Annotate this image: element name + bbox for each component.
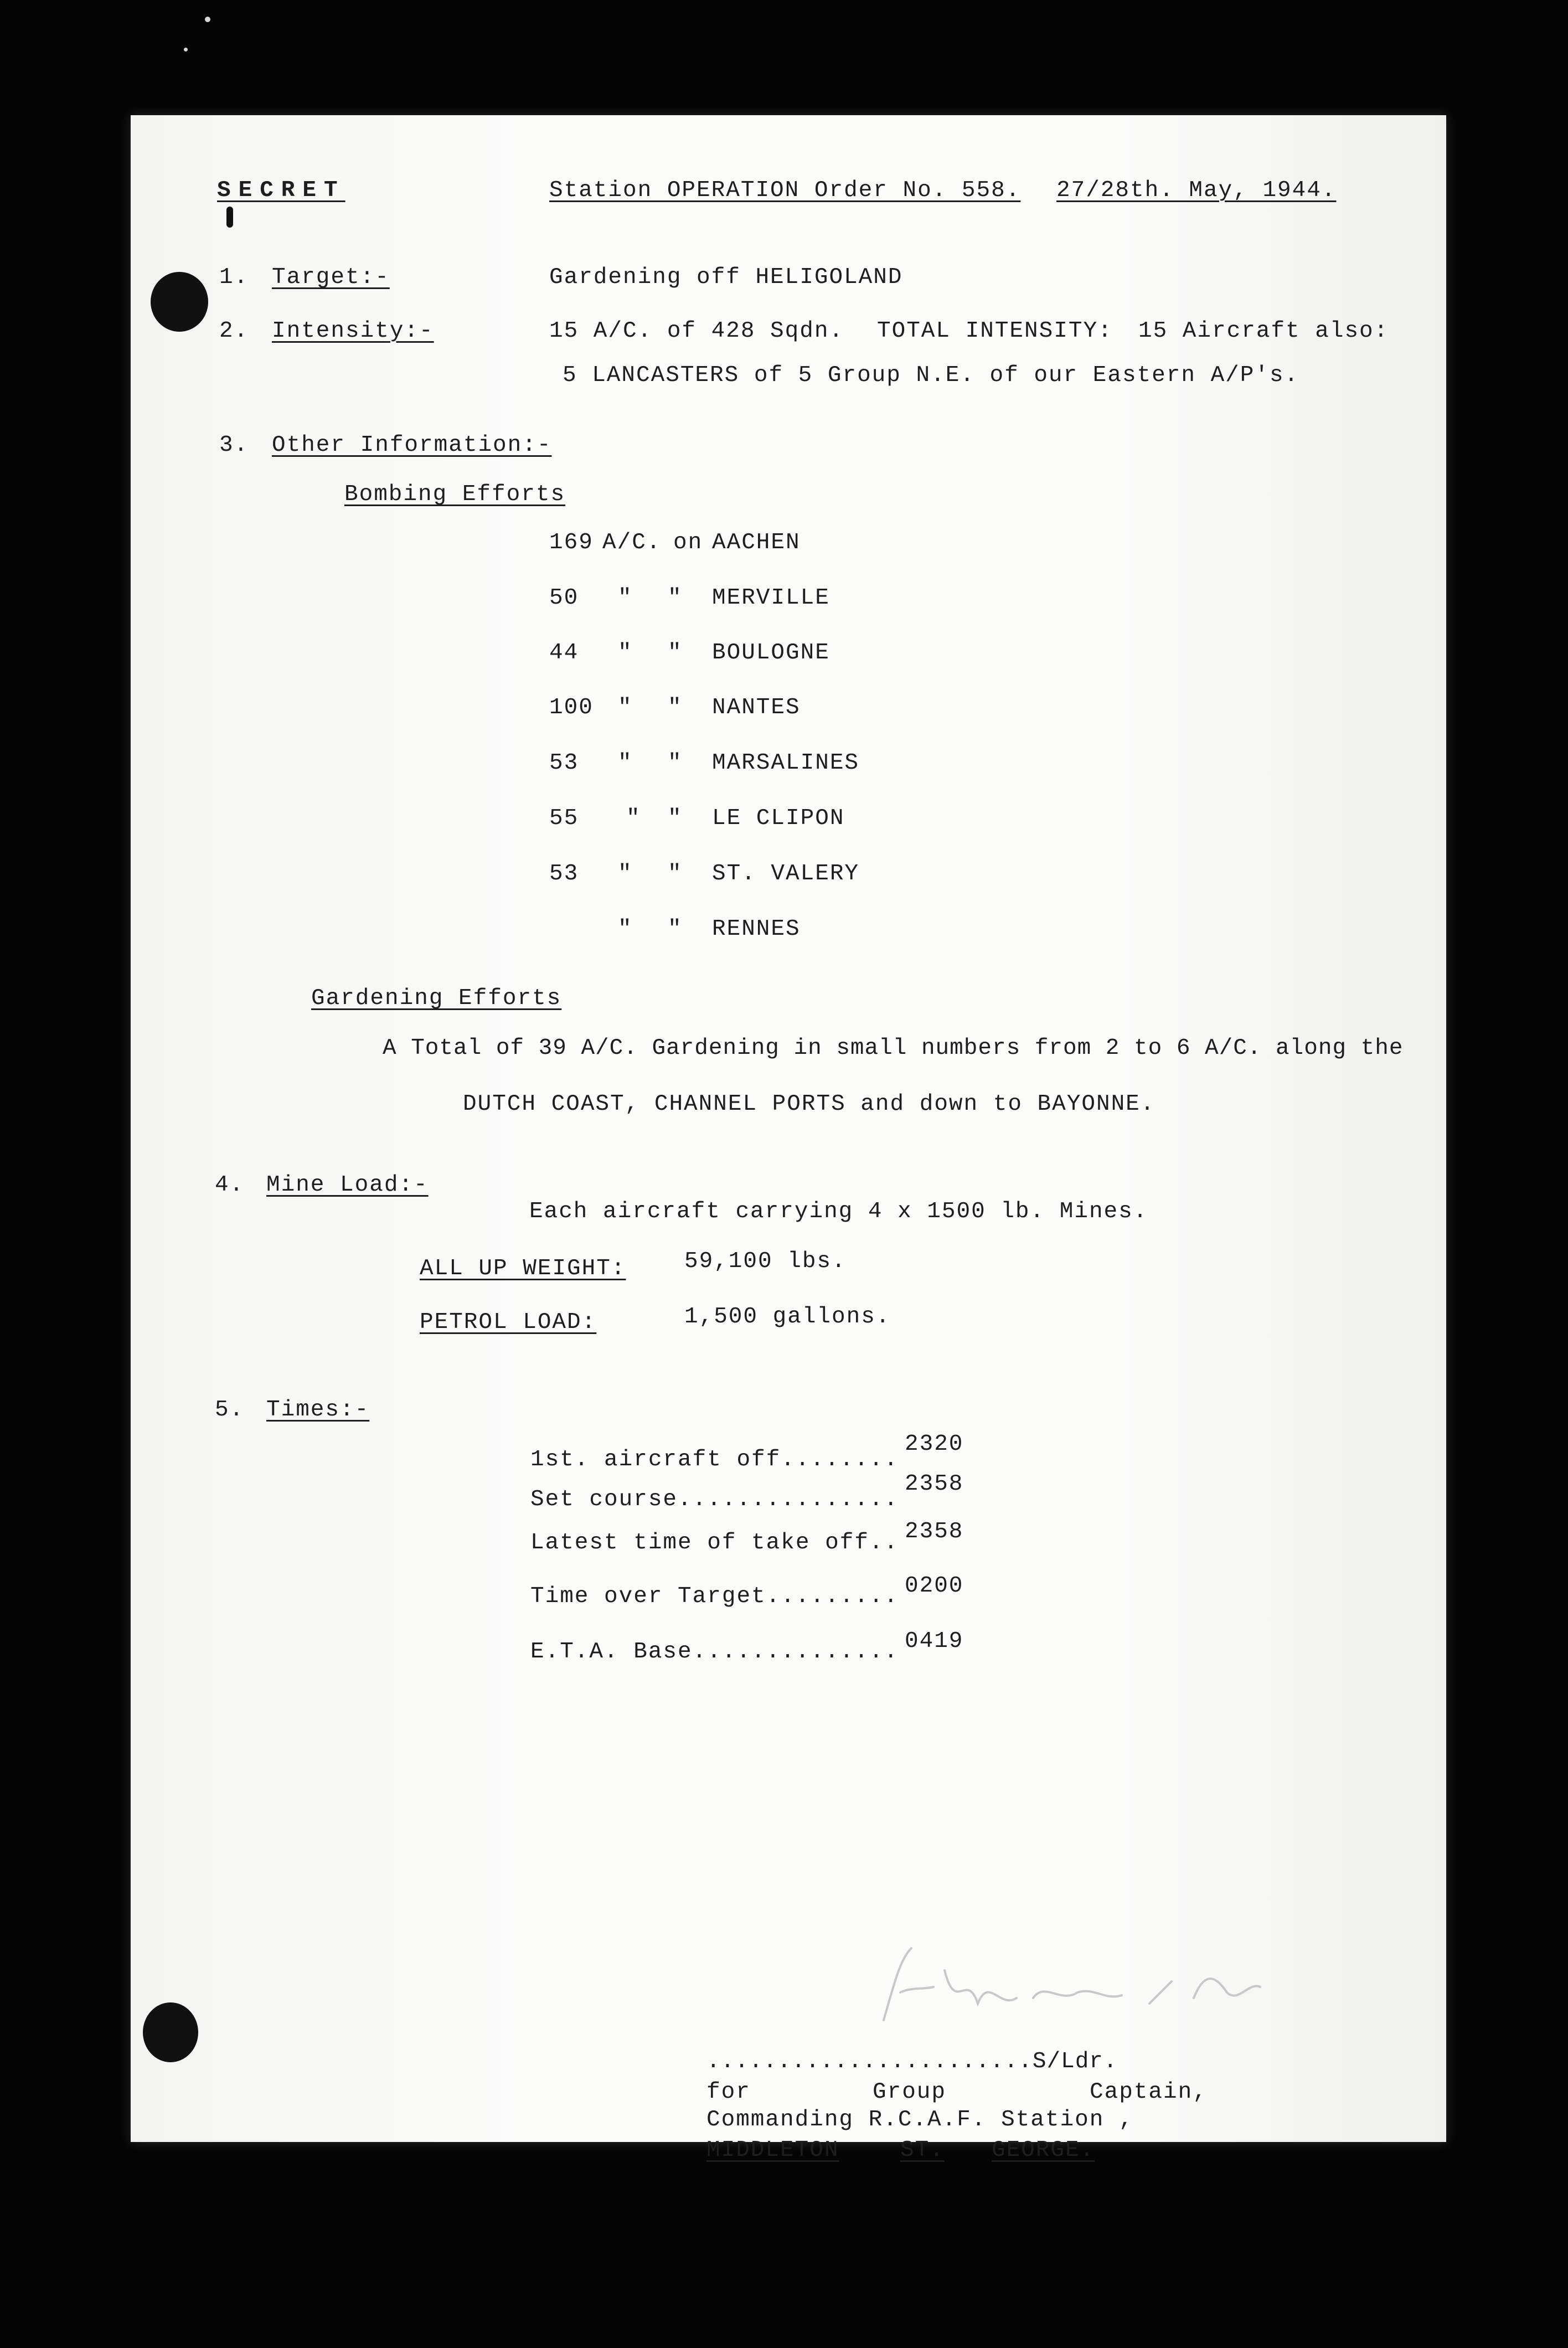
bombing-on: " bbox=[668, 916, 683, 942]
section-number: 1. bbox=[219, 265, 249, 290]
intensity-squadron: 15 A/C. of 428 Sqdn. bbox=[549, 318, 844, 344]
gardening-line-1: A Total of 39 A/C. Gardening in small numbers from 2 to 6 A/C. along the bbox=[383, 1036, 1404, 1061]
gardening-line-2: DUTCH COAST, CHANNEL PORTS and down to BAYONNE. bbox=[463, 1091, 1156, 1117]
classification-label: SECRET bbox=[217, 178, 345, 203]
bombing-unit: " bbox=[618, 861, 633, 887]
bombing-count: 53 bbox=[549, 861, 579, 887]
target-label: Target:- bbox=[272, 265, 390, 290]
bombing-unit: A/C. bbox=[602, 530, 662, 555]
bombing-on: " bbox=[668, 585, 683, 611]
intensity-lancasters: 5 LANCASTERS of 5 Group N.E. of our Eastern A/P's. bbox=[563, 363, 1299, 388]
signature-station-2: ST. bbox=[900, 2138, 945, 2163]
signature-line: .......................S/Ldr. bbox=[706, 2049, 1118, 2074]
mine-load-label: Mine Load:- bbox=[266, 1172, 429, 1198]
bombing-unit: " bbox=[626, 806, 641, 831]
signature-station-1: MIDDLETON bbox=[706, 2138, 839, 2163]
petrol-load-label: PETROL LOAD: bbox=[420, 1310, 597, 1335]
bombing-target: MERVILLE bbox=[712, 585, 830, 611]
bombing-target: BOULOGNE bbox=[712, 640, 830, 666]
bombing-count: 100 bbox=[549, 695, 594, 720]
petrol-load-value: 1,500 gallons. bbox=[684, 1304, 891, 1330]
punch-hole-mark bbox=[143, 2002, 198, 2062]
bombing-count: 50 bbox=[549, 585, 579, 611]
bombing-on: " bbox=[668, 695, 683, 720]
time-row-value: 0419 bbox=[905, 1629, 964, 1654]
film-speck bbox=[184, 48, 188, 52]
bombing-on: on bbox=[673, 530, 703, 555]
time-row-label: 1st. aircraft off........ bbox=[530, 1447, 899, 1472]
bombing-unit: " bbox=[618, 916, 633, 942]
bombing-on: " bbox=[668, 806, 683, 831]
signature-station-3: GEORGE. bbox=[992, 2138, 1095, 2163]
time-row-value: 2320 bbox=[905, 1432, 964, 1457]
section-number: 3. bbox=[219, 432, 249, 458]
bombing-efforts-heading: Bombing Efforts bbox=[344, 482, 566, 507]
times-label: Times:- bbox=[266, 1397, 370, 1423]
total-intensity-value: 15 Aircraft also: bbox=[1138, 318, 1389, 344]
signature-for: for bbox=[706, 2079, 751, 2105]
gardening-efforts-heading: Gardening Efforts bbox=[311, 986, 562, 1011]
time-row-value: 0200 bbox=[905, 1573, 964, 1599]
bombing-count: 169 bbox=[549, 530, 594, 555]
time-row-value: 2358 bbox=[905, 1519, 964, 1544]
handwritten-signature bbox=[862, 1937, 1282, 2026]
time-row-label: Latest time of take off.. bbox=[530, 1530, 899, 1556]
mine-load-description: Each aircraft carrying 4 x 1500 lb. Mines. bbox=[529, 1199, 1148, 1224]
bombing-count: 44 bbox=[549, 640, 579, 666]
punch-hole-mark bbox=[151, 272, 208, 332]
bombing-unit: " bbox=[618, 750, 633, 776]
bombing-target: AACHEN bbox=[712, 530, 801, 555]
bombing-count: 53 bbox=[549, 750, 579, 776]
bombing-unit: " bbox=[618, 695, 633, 720]
target-value: Gardening off HELIGOLAND bbox=[549, 265, 903, 290]
bombing-target: ST. VALERY bbox=[712, 861, 860, 887]
signature-captain: Captain, bbox=[1090, 2079, 1208, 2105]
intensity-label: Intensity:- bbox=[272, 318, 434, 344]
bombing-target: NANTES bbox=[712, 695, 801, 720]
bombing-unit: " bbox=[618, 585, 633, 611]
time-row-label: Set course............... bbox=[530, 1487, 899, 1512]
section-number: 4. bbox=[215, 1172, 245, 1198]
bombing-on: " bbox=[668, 640, 683, 666]
bombing-target: RENNES bbox=[712, 916, 801, 942]
total-intensity-label: TOTAL INTENSITY: bbox=[877, 318, 1113, 344]
film-speck bbox=[205, 17, 210, 22]
order-title: Station OPERATION Order No. 558. bbox=[549, 178, 1021, 203]
section-number: 5. bbox=[215, 1397, 245, 1423]
bombing-target: LE CLIPON bbox=[712, 806, 845, 831]
bombing-target: MARSALINES bbox=[712, 750, 860, 776]
other-info-label: Other Information:- bbox=[272, 432, 552, 458]
signature-group: Group bbox=[873, 2079, 947, 2105]
all-up-weight-label: ALL UP WEIGHT: bbox=[420, 1256, 626, 1281]
time-row-label: Time over Target......... bbox=[530, 1584, 899, 1609]
bombing-count: 55 bbox=[549, 806, 579, 831]
signature-commanding: Commanding R.C.A.F. Station , bbox=[706, 2107, 1134, 2133]
bombing-on: " bbox=[668, 861, 683, 887]
time-row-label: E.T.A. Base.............. bbox=[530, 1639, 899, 1665]
all-up-weight-value: 59,100 lbs. bbox=[684, 1249, 847, 1274]
document-page bbox=[131, 115, 1446, 2163]
time-row-value: 2358 bbox=[905, 1471, 964, 1497]
bombing-on: " bbox=[668, 750, 683, 776]
bombing-unit: " bbox=[618, 640, 633, 666]
section-number: 2. bbox=[219, 318, 249, 344]
ink-blot bbox=[226, 207, 233, 228]
order-date: 27/28th. May, 1944. bbox=[1056, 178, 1337, 203]
